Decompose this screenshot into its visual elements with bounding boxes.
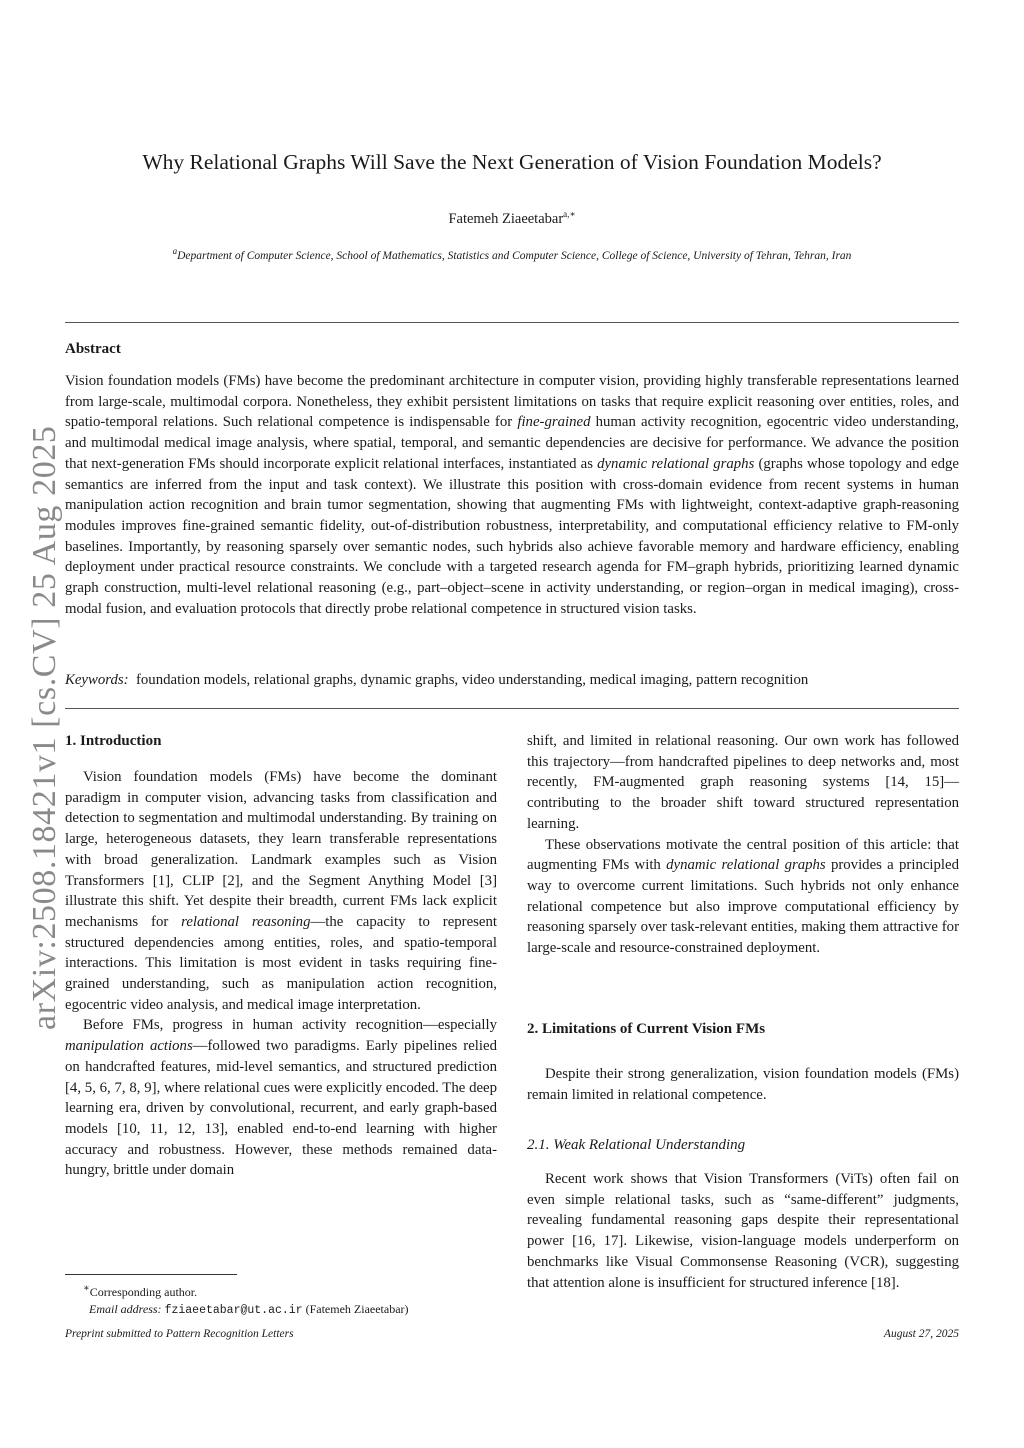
abstract-text-1: Vision foundation models (FMs) have become the predominant architecture in computer vision, providing highly transferable representations learned from large-scale, multimodal corpora. Nonetheless, they exhibit persistent limitations on tasks that require explicit reasoning over entities, roles, and spatio-temporal relations. Such relational competence is indispensable for — [65, 373, 959, 431]
affiliation-text: Department of Computer Science, School of Mathematics, Statistics and Computer Science, College of Science, University of Tehran, Tehran, Iran — [177, 249, 852, 262]
keywords-line — [65, 672, 959, 689]
intro-heading — [65, 731, 497, 752]
footer-preprint: Preprint submitted to Pattern Recognition Letters — [65, 1328, 294, 1340]
intro-p2-emphasis: manipulation actions — [65, 1038, 193, 1055]
intro-p1-text-b: —the capacity to represent structured dependencies among entities, roles, and spatio-temporal interactions. This limitation is most evident in tasks requiring fine-grained understanding, such as manipulation action recognition, egocentric video analysis, and medical image interpretation. — [65, 913, 497, 1013]
footnote-mark: ∗ — [83, 1283, 90, 1294]
subsection-2-1-title: 2.1. Weak Relational Understanding — [527, 1137, 746, 1153]
intro-p3-text-a: These observations motivate the central position of this article: that augmenting FMs with — [527, 836, 959, 874]
intro-p2-text-a: Before FMs, progress in human activity recognition—especially — [83, 1017, 497, 1034]
intro-paragraph-1 — [65, 767, 497, 1015]
email-link[interactable]: fziaeetabar@ut.ac.ir — [164, 1304, 303, 1317]
intro-paragraph-2 — [65, 1015, 497, 1181]
intro-continued — [527, 731, 959, 959]
intro-paragraphs — [65, 767, 497, 1181]
intro-paragraph-3 — [527, 835, 959, 959]
intro-p3-emphasis: dynamic relational graphs — [666, 857, 826, 874]
keywords-label: Keywords: — [65, 672, 129, 688]
footnote — [65, 1280, 409, 1319]
intro-p1-emphasis: relational reasoning — [181, 913, 311, 930]
abstract-top-rule — [65, 322, 959, 323]
paper-title: Why Relational Graphs Will Save the Next Generation of Vision Foundation Models? — [142, 150, 882, 174]
author-line — [0, 209, 1024, 228]
email-owner: (Fatemeh Ziaeetabar) — [305, 1302, 409, 1316]
author-name: Fatemeh Ziaeetabar — [448, 210, 564, 227]
intro-p3-text-b: provides a principled way to overcome current limitations. Such hybrids not only enhance relational competence but also improve computational efficiency by reasoning sparsely over task-relevant entities, making them attractive for large-scale and resource-constrained deployment. — [527, 857, 959, 957]
author-marks: a,∗ — [563, 209, 576, 219]
intro-p1-text-a: Vision foundation models (FMs) have become the dominant paradigm in computer vision, advancing tasks from classification and detection to segmentation and multimodal understanding. By training on large, heterogeneous datasets, they learn transferable representations with broad generalization. Landmark examples such as Vision Transformers [1], CLIP [2], and the Segment Anything Model [3] illustrate this shift. Yet despite their breadth, current FMs lack explicit mechanisms for — [65, 769, 497, 930]
footnote-rule — [65, 1274, 237, 1275]
section-2-paragraph: Despite their strong generalization, vision foundation models (FMs) remain limited in relational competence. — [527, 1066, 959, 1103]
email-label: Email address: — [89, 1302, 162, 1316]
footnote-corresponding — [65, 1280, 409, 1301]
intro-p2-text-b: —followed two paradigms. Early pipelines relied on handcrafted features, mid-level semantics, and structured prediction [4, 5, 6, 7, 8, 9], where relational cues were explicitly encoded. The deep learning era, driven by convolutional, recurrent, and early graph-based models [10, 11, 12, 13], enabled end-to-end learning with higher accuracy and robustness. However, these methods remained data-hungry, brittle under domain — [65, 1038, 497, 1179]
section-2-heading — [527, 1019, 959, 1040]
section-2-intro — [527, 1064, 959, 1105]
abstract-body — [65, 371, 959, 619]
section-1-title: 1. Introduction — [65, 733, 162, 749]
abstract-text-3: (graphs whose topology and edge semantics are inferred from the input and task context). We illustrate this position with cross-domain evidence from recent systems in human manipulation action recognition and brain tumor segmentation, showing that augmenting FMs with lightweight, context-adaptive graph-reasoning modules improves fine-grained semantic fidelity, out-of-distribution robustness, interpretability, and computational efficiency relative to FM-only baselines. Importantly, by reasoning sparsely over semantic nodes, such hybrids also achieve favorable memory and hardware efficiency, enabling deployment under practical resource constraints. We conclude with a targeted research agenda for FM–graph hybrids, prioritizing learned dynamic graph construction, multi-level relational reasoning (e.g., part–object–scene in activity understanding, or region–organ in medical imaging), cross-modal fusion, and evaluation protocols that directly probe relational competence in structured vision tasks. — [65, 455, 959, 617]
footnote-text: Corresponding author. — [89, 1285, 198, 1299]
footnote-email-line — [65, 1301, 409, 1319]
intro-paragraph-2-continued: shift, and limited in relational reasoning. Our own work has followed this trajectory—from handcrafted pipelines to deep networks and, most recently, FM-augmented graph reasoning systems [14, 15]—contributing to the broader shift toward structured representation learning. — [527, 733, 959, 832]
footer-date: August 27, 2025 — [883, 1328, 959, 1340]
section-2-title: 2. Limitations of Current Vision FMs — [527, 1021, 766, 1037]
subsection-2-1-paragraph: Recent work shows that Vision Transformers (ViTs) often fail on even simple relational tasks, such as “same-different” judgments, revealing fundamental reasoning gaps despite their representational power [16, 17]. Likewise, vision-language models underperform on benchmarks like Visual Commonsense Reasoning (VCR), suggesting that attention alone is insufficient for structured inference [18]. — [527, 1171, 959, 1291]
abstract-emphasis-1: fine-grained — [517, 414, 591, 431]
arxiv-watermark: arXiv:2508.18421v1 [cs.CV] 25 Aug 2025 — [26, 425, 63, 1030]
subsection-2-1-heading — [527, 1135, 959, 1156]
abstract-emphasis-2: dynamic relational graphs — [597, 455, 755, 472]
affiliation-mark: a — [172, 246, 178, 256]
abstract-heading: Abstract — [65, 341, 121, 357]
abstract-bottom-rule — [65, 708, 959, 709]
keywords-text: foundation models, relational graphs, dynamic graphs, video understanding, medical imaging, pattern recognition — [135, 672, 809, 688]
abstract-text-2: human activity recognition, egocentric video understanding, and multimodal medical image analysis, where spatial, temporal, and semantic dependencies are decisive for performance. We advance the position that next-generation FMs should incorporate explicit relational interfaces, instantiated as — [65, 414, 960, 472]
subsection-2-1-body — [527, 1169, 959, 1293]
affiliation — [0, 246, 1024, 262]
